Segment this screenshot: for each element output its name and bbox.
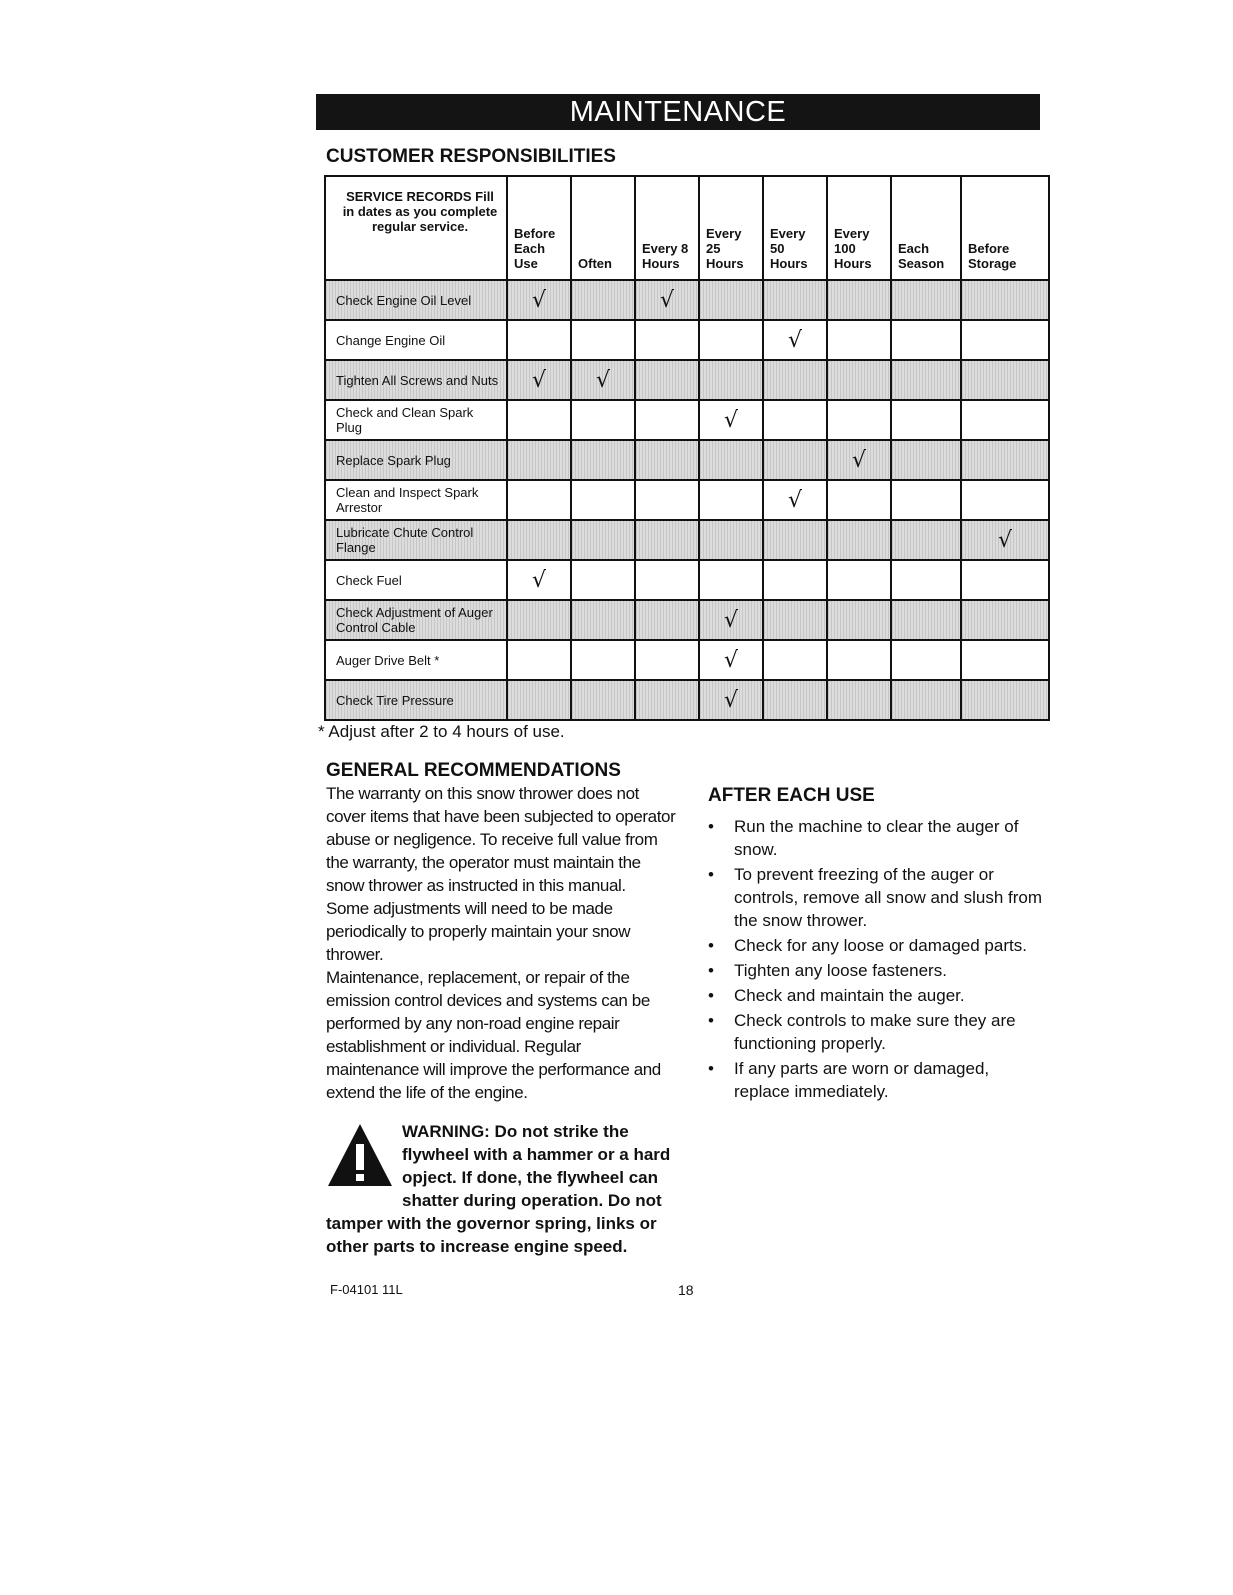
empty-cell — [827, 360, 891, 400]
empty-cell — [961, 400, 1049, 440]
task-label: Auger Drive Belt * — [325, 640, 507, 680]
empty-cell — [961, 480, 1049, 520]
page-number: 18 — [678, 1282, 694, 1298]
header-interval: Every 50 Hours — [763, 176, 827, 280]
list-item-text: Check for any loose or damaged parts. — [734, 936, 1027, 955]
empty-cell — [507, 520, 571, 560]
table-header-row — [325, 176, 1049, 280]
task-label: Tighten All Screws and Nuts — [325, 360, 507, 400]
warning-text: WARNING: Do not strike the flywheel with a hammer or a hard opject. If done, the flywheel can shatter during operation. Do not tamper with the governor spring, links or other parts to increase engine speed. — [326, 1122, 671, 1256]
section-title-customer-responsibilities: CUSTOMER RESPONSIBILITIES — [326, 146, 616, 167]
check-mark-cell: √ — [699, 400, 763, 440]
header-interval: Every 25 Hours — [699, 176, 763, 280]
empty-cell — [507, 320, 571, 360]
empty-cell — [571, 480, 635, 520]
maintenance-schedule-table — [324, 175, 1050, 721]
header-interval: Each Season — [891, 176, 961, 280]
empty-cell — [571, 400, 635, 440]
list-item — [708, 863, 1048, 932]
task-label: Check Engine Oil Level — [325, 280, 507, 320]
empty-cell — [635, 320, 699, 360]
empty-cell — [635, 600, 699, 640]
empty-cell — [891, 440, 961, 480]
empty-cell — [827, 280, 891, 320]
task-label: Replace Spark Plug — [325, 440, 507, 480]
empty-cell — [827, 640, 891, 680]
list-item — [708, 1009, 1048, 1055]
empty-cell — [699, 280, 763, 320]
empty-cell — [571, 320, 635, 360]
empty-cell — [507, 600, 571, 640]
empty-cell — [571, 440, 635, 480]
list-item-text: Tighten any loose fasteners. — [734, 961, 947, 980]
empty-cell — [961, 320, 1049, 360]
table-row — [325, 560, 1049, 600]
empty-cell — [699, 520, 763, 560]
table-row — [325, 400, 1049, 440]
general-recommendations-body — [326, 782, 678, 1104]
table-row — [325, 640, 1049, 680]
maintenance-banner: MAINTENANCE — [316, 94, 1040, 130]
header-interval: Before Each Use — [507, 176, 571, 280]
empty-cell — [635, 680, 699, 720]
empty-cell — [891, 360, 961, 400]
header-service-records: SERVICE RECORDS Fill in dates as you complete regular service. — [325, 176, 507, 280]
header-interval: Before Storage — [961, 176, 1049, 280]
check-mark-cell: √ — [763, 480, 827, 520]
empty-cell — [635, 400, 699, 440]
general-paragraph-1: The warranty on this snow thrower does not cover items that have been subjected to operator abuse or negligence. To receive full value from the warranty, the operator must maintain the snow thrower as instructed in this manual. — [326, 784, 676, 895]
table-row — [325, 520, 1049, 560]
empty-cell — [635, 480, 699, 520]
list-item-text: Run the machine to clear the auger of snow. — [734, 817, 1019, 859]
empty-cell — [961, 640, 1049, 680]
task-label: Change Engine Oil — [325, 320, 507, 360]
list-item-text: To prevent freezing of the auger or controls, remove all snow and slush from the snow thrower. — [734, 865, 1043, 930]
check-mark-cell: √ — [699, 640, 763, 680]
empty-cell — [891, 400, 961, 440]
check-mark-cell: √ — [635, 280, 699, 320]
empty-cell — [763, 520, 827, 560]
empty-cell — [891, 600, 961, 640]
list-item — [708, 984, 1048, 1007]
empty-cell — [635, 560, 699, 600]
check-mark-cell: √ — [961, 520, 1049, 560]
empty-cell — [571, 600, 635, 640]
empty-cell — [507, 680, 571, 720]
empty-cell — [635, 360, 699, 400]
check-mark-cell: √ — [763, 320, 827, 360]
task-label: Check and Clean Spark Plug — [325, 400, 507, 440]
task-label: Clean and Inspect Spark Arrestor — [325, 480, 507, 520]
empty-cell — [891, 280, 961, 320]
table-row — [325, 360, 1049, 400]
table-row — [325, 440, 1049, 480]
empty-cell — [699, 360, 763, 400]
list-item — [708, 815, 1048, 861]
empty-cell — [507, 480, 571, 520]
warning-block — [326, 1120, 678, 1258]
empty-cell — [961, 360, 1049, 400]
footnote: * Adjust after 2 to 4 hours of use. — [318, 722, 565, 741]
after-each-use-section — [708, 784, 1048, 1105]
general-paragraph-3: Maintenance, replacement, or repair of the emission control devices and systems can be performed by any non-road engine repair establishment or individual. Regular maintenance will improve the performance and extend the life of the engine. — [326, 968, 661, 1102]
empty-cell — [571, 520, 635, 560]
empty-cell — [891, 560, 961, 600]
empty-cell — [891, 480, 961, 520]
empty-cell — [827, 400, 891, 440]
header-interval: Every 8 Hours — [635, 176, 699, 280]
empty-cell — [507, 440, 571, 480]
warning-triangle-icon — [326, 1122, 394, 1190]
empty-cell — [827, 320, 891, 360]
empty-cell — [961, 600, 1049, 640]
list-item — [708, 959, 1048, 982]
empty-cell — [699, 440, 763, 480]
empty-cell — [827, 520, 891, 560]
list-item-text: Check controls to make sure they are functioning properly. — [734, 1011, 1016, 1053]
empty-cell — [961, 560, 1049, 600]
check-mark-cell: √ — [699, 680, 763, 720]
check-mark-cell: √ — [507, 560, 571, 600]
empty-cell — [961, 680, 1049, 720]
list-item — [708, 934, 1048, 957]
empty-cell — [827, 480, 891, 520]
after-each-use-title: AFTER EACH USE — [708, 785, 875, 806]
empty-cell — [763, 600, 827, 640]
document-code: F-04101 11L — [330, 1282, 403, 1297]
empty-cell — [891, 520, 961, 560]
empty-cell — [763, 560, 827, 600]
list-item — [708, 1057, 1048, 1103]
empty-cell — [891, 680, 961, 720]
empty-cell — [507, 640, 571, 680]
empty-cell — [891, 640, 961, 680]
empty-cell — [763, 680, 827, 720]
after-each-use-list — [708, 815, 1048, 1103]
bullet-icon: • — [708, 1059, 714, 1078]
empty-cell — [571, 680, 635, 720]
list-item-text: If any parts are worn or damaged, replace immediately. — [734, 1059, 990, 1101]
empty-cell — [763, 440, 827, 480]
empty-cell — [699, 480, 763, 520]
header-interval: Every 100 Hours — [827, 176, 891, 280]
bullet-icon: • — [708, 1011, 714, 1030]
check-mark-cell: √ — [507, 280, 571, 320]
empty-cell — [635, 520, 699, 560]
bullet-icon: • — [708, 865, 714, 884]
bullet-icon: • — [708, 961, 714, 980]
empty-cell — [699, 320, 763, 360]
empty-cell — [571, 640, 635, 680]
general-recommendations-title: GENERAL RECOMMENDATIONS — [326, 760, 621, 781]
general-paragraph-2: Some adjustments will need to be made periodically to properly maintain your snow thrower. — [326, 899, 631, 964]
empty-cell — [571, 280, 635, 320]
check-mark-cell: √ — [571, 360, 635, 400]
check-mark-cell: √ — [507, 360, 571, 400]
header-interval: Often — [571, 176, 635, 280]
table-row — [325, 600, 1049, 640]
check-mark-cell: √ — [699, 600, 763, 640]
table-row — [325, 280, 1049, 320]
empty-cell — [763, 640, 827, 680]
empty-cell — [827, 680, 891, 720]
empty-cell — [961, 440, 1049, 480]
bullet-icon: • — [708, 936, 714, 955]
empty-cell — [961, 280, 1049, 320]
empty-cell — [827, 600, 891, 640]
empty-cell — [763, 400, 827, 440]
table-row — [325, 320, 1049, 360]
bullet-icon: • — [708, 817, 714, 836]
empty-cell — [635, 440, 699, 480]
task-label: Lubricate Chute Control Flange — [325, 520, 507, 560]
table-row — [325, 680, 1049, 720]
empty-cell — [891, 320, 961, 360]
bullet-icon: • — [708, 986, 714, 1005]
empty-cell — [571, 560, 635, 600]
empty-cell — [827, 560, 891, 600]
empty-cell — [763, 360, 827, 400]
table-row — [325, 480, 1049, 520]
task-label: Check Tire Pressure — [325, 680, 507, 720]
task-label: Check Adjustment of Auger Control Cable — [325, 600, 507, 640]
task-label: Check Fuel — [325, 560, 507, 600]
empty-cell — [699, 560, 763, 600]
empty-cell — [635, 640, 699, 680]
empty-cell — [763, 280, 827, 320]
check-mark-cell: √ — [827, 440, 891, 480]
empty-cell — [507, 400, 571, 440]
list-item-text: Check and maintain the auger. — [734, 986, 965, 1005]
